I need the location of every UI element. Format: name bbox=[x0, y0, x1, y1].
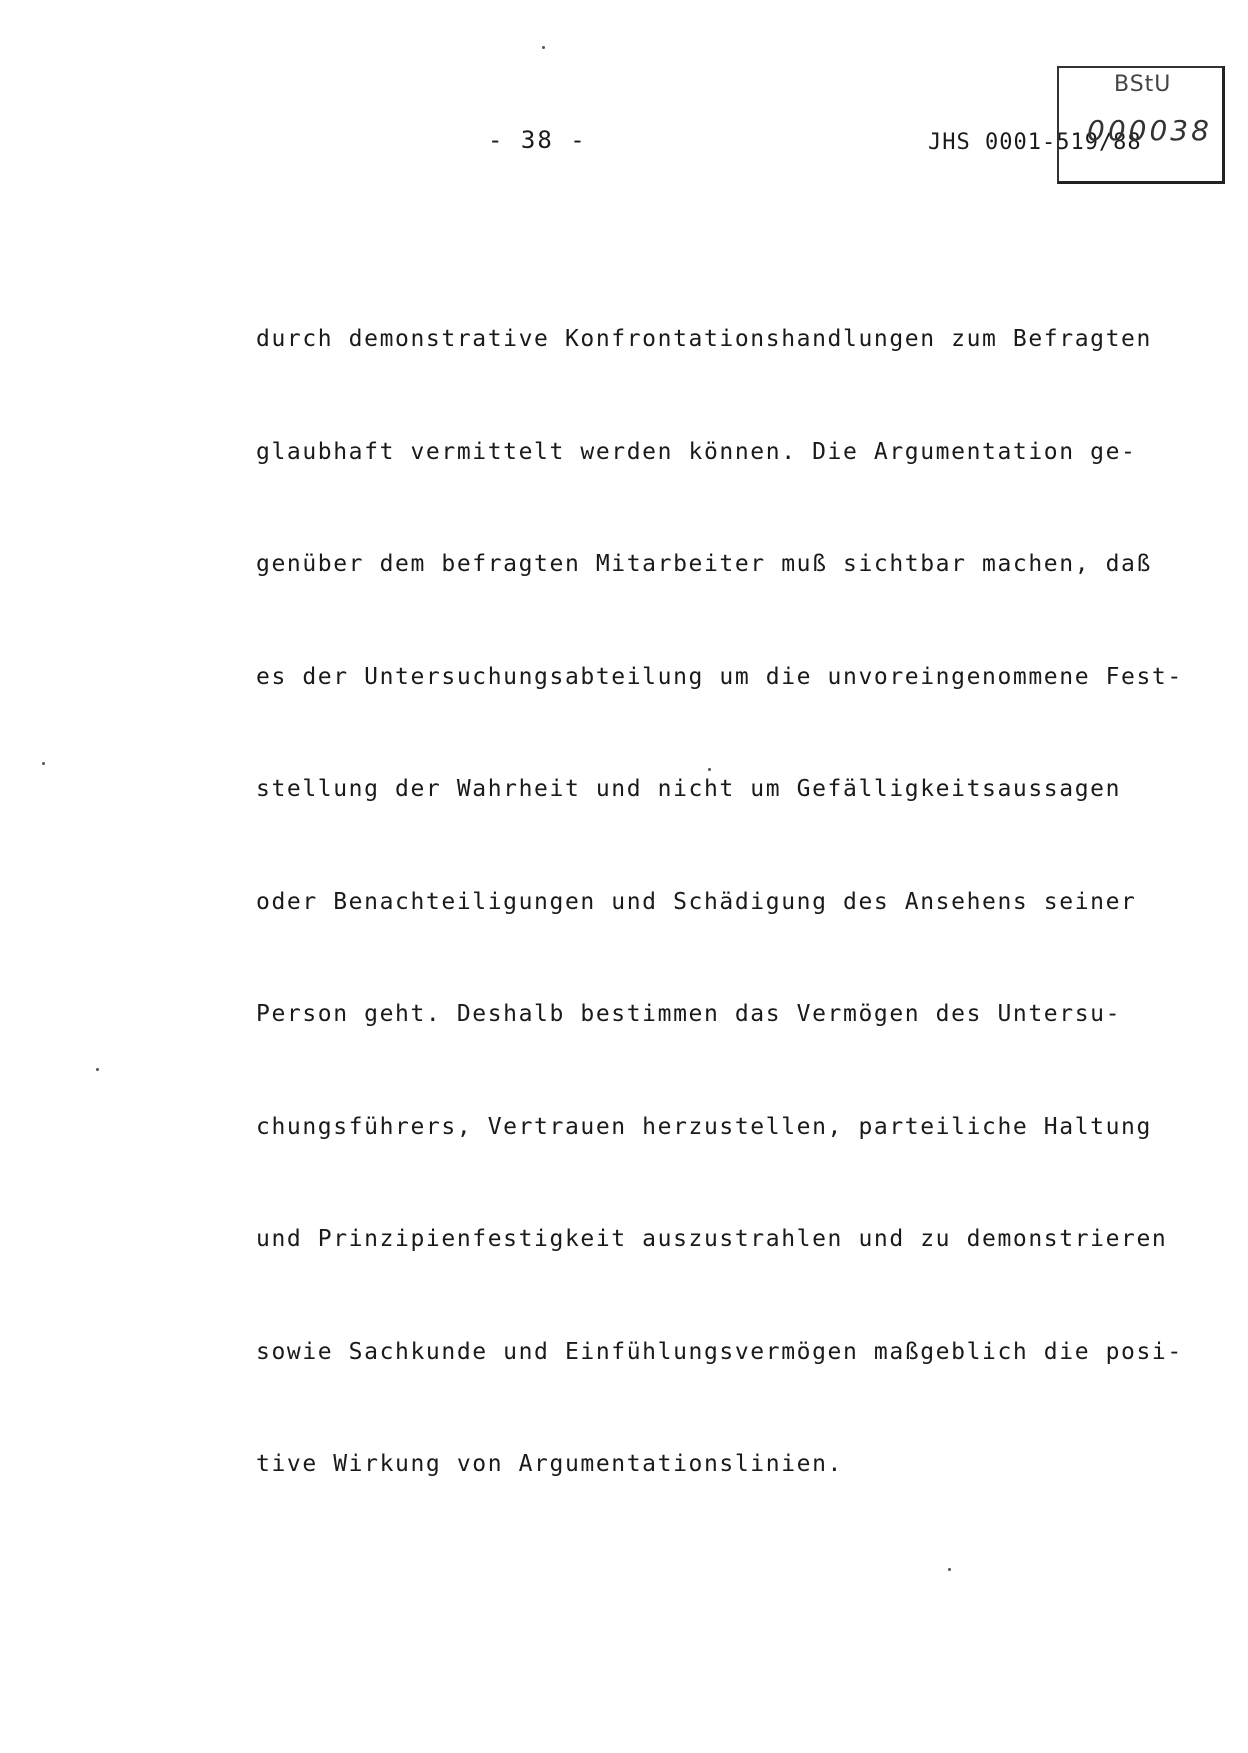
body-line: sowie Sachkunde und Einfühlungsvermögen maßgeblich die posi- bbox=[256, 1338, 1183, 1365]
page-number: - 38 - bbox=[488, 126, 587, 154]
stamp-number: 000038 bbox=[1087, 114, 1212, 147]
body-line: Person geht. Deshalb bestimmen das Vermögen des Untersu- bbox=[256, 1001, 1122, 1027]
body-line: oder Benachteiligungen und Schädigung des Ansehens seiner bbox=[256, 888, 1137, 915]
stamp-title: BStU bbox=[1114, 72, 1172, 97]
scan-speck bbox=[42, 762, 45, 765]
body-line: es der Untersuchungsabteilung um die unvoreingenommene Fest- bbox=[256, 663, 1183, 690]
scan-speck bbox=[708, 768, 711, 771]
archive-stamp bbox=[1057, 66, 1225, 184]
document-reference: JHS 0001-519/88 bbox=[928, 130, 1142, 155]
body-line: stellung der Wahrheit und nicht um Gefälligkeitsaussagen bbox=[256, 776, 1122, 802]
scan-speck bbox=[948, 1568, 951, 1571]
body-line: und Prinzipienfestigkeit auszustrahlen und zu demonstrieren bbox=[256, 1226, 1168, 1252]
body-line: tive Wirkung von Argumentationslinien. bbox=[256, 1451, 843, 1477]
body-line: glaubhaft vermittelt werden können. Die Argumentation ge- bbox=[256, 438, 1137, 465]
body-line: genüber dem befragten Mitarbeiter muß sichtbar machen, daß bbox=[256, 551, 1152, 577]
scan-speck bbox=[96, 1068, 99, 1071]
body-line: durch demonstrative Konfrontationshandlungen zum Befragten bbox=[256, 326, 1152, 352]
scan-speck bbox=[542, 46, 545, 49]
body-paragraph bbox=[256, 246, 1196, 1559]
body-line: chungsführers, Vertrauen herzustellen, parteiliche Haltung bbox=[256, 1113, 1152, 1140]
